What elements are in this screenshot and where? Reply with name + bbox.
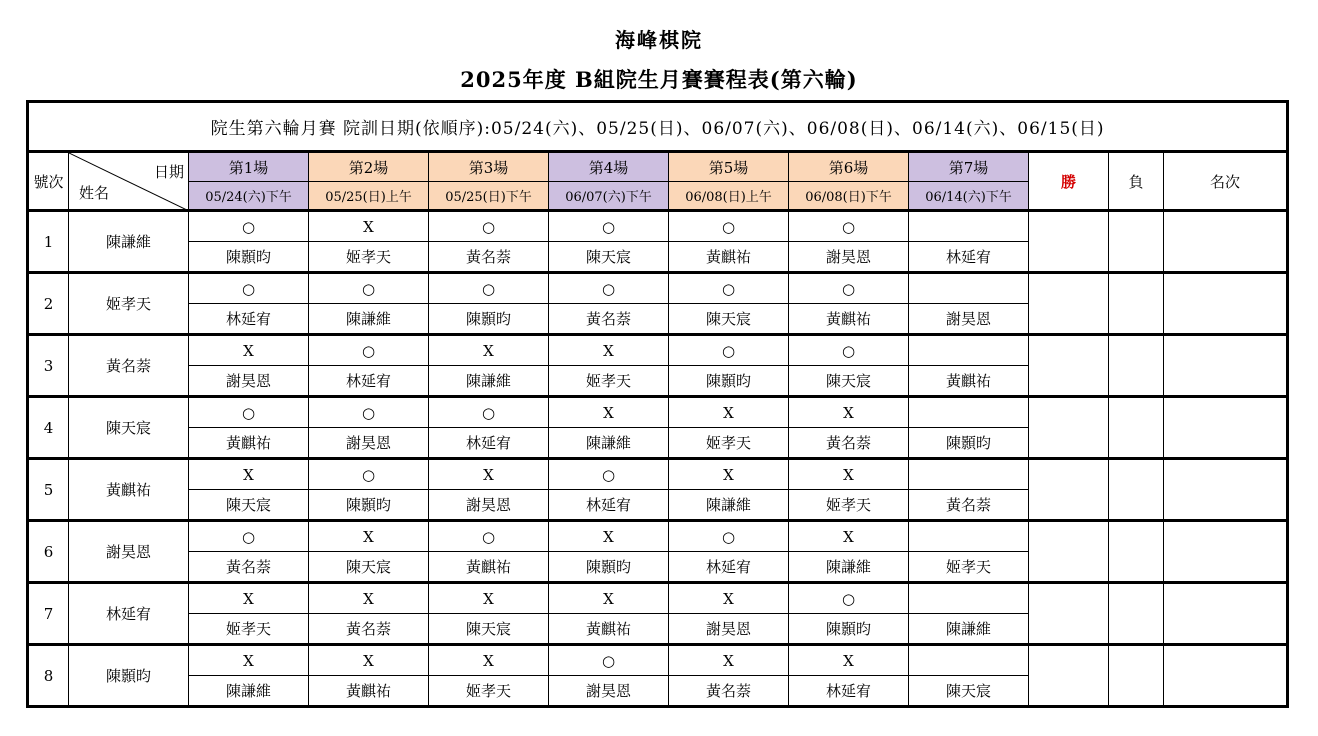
player-name: 姬孝天 (69, 273, 189, 335)
match-result (909, 397, 1029, 428)
match-opponent: 黃名萘 (549, 304, 669, 335)
match-opponent: 陳謙維 (909, 614, 1029, 645)
rank-header: 名次 (1164, 152, 1288, 211)
match-result (909, 273, 1029, 304)
player-number: 2 (28, 273, 69, 335)
match-result: ○ (549, 211, 669, 242)
match-result: ○ (189, 211, 309, 242)
round-date: 06/07(六)下午 (549, 182, 669, 211)
match-opponent: 陳顥昀 (669, 366, 789, 397)
match-result: X (309, 211, 429, 242)
win-count (1029, 521, 1109, 583)
player-name: 林延宥 (69, 583, 189, 645)
match-opponent: 姬孝天 (789, 490, 909, 521)
round-date: 05/24(六)下午 (189, 182, 309, 211)
match-opponent: 姬孝天 (189, 614, 309, 645)
match-result: X (549, 397, 669, 428)
player-name: 謝昊恩 (69, 521, 189, 583)
rank-cell (1164, 583, 1288, 645)
match-opponent: 黃麒祐 (909, 366, 1029, 397)
match-result: ○ (309, 273, 429, 304)
player-name: 陳天宸 (69, 397, 189, 459)
match-opponent: 林延宥 (429, 428, 549, 459)
player-number: 3 (28, 335, 69, 397)
match-opponent: 陳謙維 (309, 304, 429, 335)
match-result: X (429, 335, 549, 366)
match-opponent: 林延宥 (309, 366, 429, 397)
player-row (28, 583, 1288, 614)
match-result (909, 335, 1029, 366)
player-number: 6 (28, 521, 69, 583)
match-opponent: 陳顥昀 (429, 304, 549, 335)
match-opponent: 陳謙維 (549, 428, 669, 459)
match-result (909, 459, 1029, 490)
match-result: ○ (789, 335, 909, 366)
match-result: X (189, 645, 309, 676)
round-label: 第1場 (189, 152, 309, 182)
round-label: 第2場 (309, 152, 429, 182)
player-row (28, 397, 1288, 428)
date-name-header (69, 152, 189, 211)
training-dates-info: 院生第六輪月賽 院訓日期(依順序):05/24(六)、05/25(日)、06/07(六)、06/08(日)、06/14(六)、06/15(日) (28, 102, 1288, 152)
match-opponent: 謝昊恩 (429, 490, 549, 521)
match-result: ○ (669, 211, 789, 242)
match-result: ○ (789, 273, 909, 304)
match-opponent: 陳天宸 (429, 614, 549, 645)
match-opponent: 謝昊恩 (669, 614, 789, 645)
match-opponent: 黃名萘 (909, 490, 1029, 521)
match-result: ○ (549, 645, 669, 676)
player-number: 7 (28, 583, 69, 645)
match-result: X (189, 335, 309, 366)
match-opponent: 姬孝天 (429, 676, 549, 707)
match-result: ○ (429, 211, 549, 242)
round-label: 第7場 (909, 152, 1029, 182)
match-result: X (429, 645, 549, 676)
match-result (909, 645, 1029, 676)
match-opponent: 黃麒祐 (309, 676, 429, 707)
match-opponent: 陳謙維 (189, 676, 309, 707)
match-result: ○ (429, 521, 549, 552)
match-opponent: 林延宥 (549, 490, 669, 521)
match-result: X (429, 583, 549, 614)
player-row (28, 335, 1288, 366)
win-header: 勝 (1029, 152, 1109, 211)
match-result (909, 211, 1029, 242)
rank-cell (1164, 335, 1288, 397)
rank-cell (1164, 521, 1288, 583)
match-result: X (189, 583, 309, 614)
match-opponent: 陳天宸 (669, 304, 789, 335)
match-opponent: 謝昊恩 (189, 366, 309, 397)
round-label: 第4場 (549, 152, 669, 182)
loss-count (1109, 335, 1164, 397)
match-opponent: 姬孝天 (309, 242, 429, 273)
loss-count (1109, 273, 1164, 335)
org-title: 海峰棋院 (615, 28, 703, 52)
player-row (28, 521, 1288, 552)
match-opponent: 姬孝天 (909, 552, 1029, 583)
win-count (1029, 273, 1109, 335)
player-number: 5 (28, 459, 69, 521)
match-opponent: 陳顥昀 (189, 242, 309, 273)
match-result: ○ (309, 335, 429, 366)
match-opponent: 黃名萘 (189, 552, 309, 583)
match-opponent: 黃名萘 (309, 614, 429, 645)
match-result: ○ (429, 273, 549, 304)
win-count (1029, 583, 1109, 645)
match-opponent: 陳顥昀 (909, 428, 1029, 459)
match-opponent: 林延宥 (189, 304, 309, 335)
player-row (28, 645, 1288, 676)
round-date: 05/25(日)下午 (429, 182, 549, 211)
rank-cell (1164, 211, 1288, 273)
player-row (28, 211, 1288, 242)
win-count (1029, 335, 1109, 397)
match-result: X (189, 459, 309, 490)
match-result: X (669, 397, 789, 428)
match-opponent: 黃名萘 (429, 242, 549, 273)
match-opponent: 黃麒祐 (189, 428, 309, 459)
round-date: 06/14(六)下午 (909, 182, 1029, 211)
match-opponent: 林延宥 (789, 676, 909, 707)
match-result: X (669, 583, 789, 614)
match-opponent: 陳顥昀 (549, 552, 669, 583)
round-label: 第6場 (789, 152, 909, 182)
match-result: ○ (429, 397, 549, 428)
round-date: 06/08(日)上午 (669, 182, 789, 211)
player-name: 黃麒祐 (69, 459, 189, 521)
rank-cell (1164, 645, 1288, 707)
match-result: X (309, 583, 429, 614)
round-label: 第3場 (429, 152, 549, 182)
main-title: 2025年度 B組院生月賽賽程表(第六輪) (460, 67, 858, 92)
match-result: ○ (309, 397, 429, 428)
round-date: 06/08(日)下午 (789, 182, 909, 211)
rank-cell (1164, 273, 1288, 335)
win-count (1029, 459, 1109, 521)
player-name: 陳顥昀 (69, 645, 189, 707)
player-number: 8 (28, 645, 69, 707)
match-opponent: 謝昊恩 (909, 304, 1029, 335)
win-count (1029, 211, 1109, 273)
match-result: ○ (789, 583, 909, 614)
match-opponent: 黃麒祐 (669, 242, 789, 273)
match-result: ○ (549, 459, 669, 490)
number-header: 號次 (28, 152, 69, 211)
match-result: X (549, 583, 669, 614)
match-result: X (549, 521, 669, 552)
loss-count (1109, 521, 1164, 583)
win-count (1029, 397, 1109, 459)
match-result: ○ (669, 521, 789, 552)
match-result: ○ (549, 273, 669, 304)
date-header-label: 日期 (153, 163, 184, 181)
match-opponent: 陳謙維 (669, 490, 789, 521)
loss-count (1109, 583, 1164, 645)
loss-count (1109, 459, 1164, 521)
match-opponent: 陳謙維 (789, 552, 909, 583)
player-number: 4 (28, 397, 69, 459)
match-opponent: 陳天宸 (909, 676, 1029, 707)
match-result: X (309, 645, 429, 676)
match-result: X (789, 645, 909, 676)
round-label: 第5場 (669, 152, 789, 182)
loss-header: 負 (1109, 152, 1164, 211)
rank-cell (1164, 459, 1288, 521)
match-opponent: 黃麒祐 (789, 304, 909, 335)
match-opponent: 陳天宸 (189, 490, 309, 521)
schedule-table (26, 100, 1289, 708)
match-result: ○ (189, 397, 309, 428)
match-result: ○ (669, 335, 789, 366)
win-count (1029, 645, 1109, 707)
match-result: X (789, 397, 909, 428)
match-result: ○ (189, 273, 309, 304)
match-opponent: 陳天宸 (309, 552, 429, 583)
match-result: ○ (189, 521, 309, 552)
match-result: X (789, 521, 909, 552)
match-opponent: 林延宥 (909, 242, 1029, 273)
match-result: ○ (309, 459, 429, 490)
match-result: ○ (669, 273, 789, 304)
player-row (28, 273, 1288, 304)
name-header-label: 姓名 (79, 184, 110, 202)
match-opponent: 陳顥昀 (789, 614, 909, 645)
loss-count (1109, 211, 1164, 273)
match-result: X (429, 459, 549, 490)
match-result (909, 521, 1029, 552)
match-opponent: 姬孝天 (549, 366, 669, 397)
player-number: 1 (28, 211, 69, 273)
match-result: ○ (789, 211, 909, 242)
match-result: X (669, 459, 789, 490)
player-name: 陳謙維 (69, 211, 189, 273)
player-row (28, 459, 1288, 490)
match-result: X (789, 459, 909, 490)
loss-count (1109, 397, 1164, 459)
match-opponent: 黃麒祐 (549, 614, 669, 645)
rank-cell (1164, 397, 1288, 459)
match-opponent: 陳天宸 (789, 366, 909, 397)
match-opponent: 林延宥 (669, 552, 789, 583)
round-date: 05/25(日)上午 (309, 182, 429, 211)
match-opponent: 陳謙維 (429, 366, 549, 397)
match-opponent: 陳顥昀 (309, 490, 429, 521)
match-opponent: 黃名萘 (669, 676, 789, 707)
match-result: X (549, 335, 669, 366)
match-opponent: 陳天宸 (549, 242, 669, 273)
player-name: 黃名萘 (69, 335, 189, 397)
match-opponent: 謝昊恩 (309, 428, 429, 459)
match-result (909, 583, 1029, 614)
match-opponent: 姬孝天 (669, 428, 789, 459)
match-result: X (309, 521, 429, 552)
match-opponent: 謝昊恩 (789, 242, 909, 273)
loss-count (1109, 645, 1164, 707)
match-opponent: 黃名萘 (789, 428, 909, 459)
match-result: X (669, 645, 789, 676)
match-opponent: 黃麒祐 (429, 552, 549, 583)
match-opponent: 謝昊恩 (549, 676, 669, 707)
